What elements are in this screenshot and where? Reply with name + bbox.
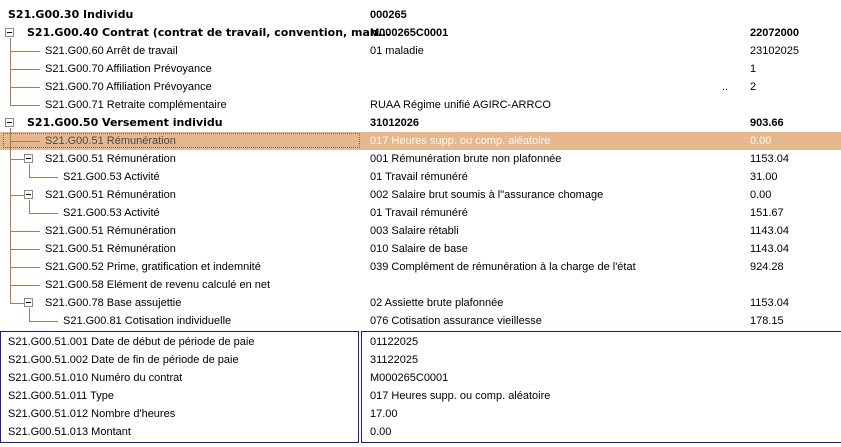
tree-row-remuneration[interactable] [0,240,841,258]
tree-row-label: S21.G00.53 Activité [63,207,160,219]
detail-row[interactable] [0,387,841,405]
tree-line [29,164,30,177]
detail-label: S21.G00.51.001 Date de début de période de paie [8,336,255,348]
tree-row-amount: 924.28 [750,261,784,273]
tree-row-label: S21.G00.50 Versement individu [27,116,223,129]
tree-line [10,128,11,303]
tree-row-remuneration-selected[interactable] [0,132,841,150]
detail-row[interactable] [0,351,841,369]
tree-row-amount: 2 [750,81,757,93]
tree-line [29,177,58,178]
detail-value: 01122025 [370,336,419,348]
tree-row-value: 000265 [370,9,407,21]
tree-row-label: S21.G00.58 Elément de revenu calculé en net [45,279,271,291]
detail-row[interactable] [0,369,841,387]
tree-row-activite[interactable] [0,168,841,186]
tree-row-value: 01 Travail rémunéré [370,171,468,183]
tree-row-prime[interactable] [0,258,841,276]
tree-row-value: 01 Travail rémunéré [370,207,468,219]
detail-row[interactable] [0,423,841,441]
tree-row-value: 010 Salaire de base [370,243,468,255]
tree-row-prevoyance-2[interactable] [0,78,841,96]
tree-row-versement[interactable] [0,114,841,132]
tree-row-amount: 23102025 [750,45,799,57]
collapse-icon[interactable] [24,298,33,307]
tree-row-label: S21.G00.70 Affiliation Prévoyance [45,81,212,93]
collapse-icon[interactable] [24,154,33,163]
tree-row-arret[interactable] [0,42,841,60]
detail-label: S21.G00.51.010 Numéro du contrat [8,372,183,384]
tree-row-value: 076 Cotisation assurance vieillesse [370,315,542,327]
tree-line [10,51,40,52]
detail-value: 017 Heures supp. ou comp. aléatoire [370,390,551,402]
tree-row-label: S21.G00.70 Affiliation Prévoyance [45,63,212,75]
tree-row-value: 02 Assiette brute plafonnée [370,297,504,309]
tree-row-retraite[interactable] [0,96,841,114]
tree-row-value: 31012026 [370,117,419,129]
tree-line [10,231,40,232]
tree-line [10,249,40,250]
tree-row-label: S21.G00.51 Rémunération [45,189,176,201]
tree-row-label: S21.G00.51 Rémunération [45,225,176,237]
tree-row-value: 01 maladie [370,45,424,57]
tree-line [10,141,40,142]
tree-line [29,308,30,321]
tree-line [10,105,40,106]
tree-row-value: 001 Rémunération brute non plafonnée [370,153,562,165]
tree-row-value: RUAA Régime unifié AGIRC-ARRCO [370,99,551,111]
tree-row-value: 002 Salaire brut soumis à l"assurance chomage [370,189,604,201]
tree-line [10,87,40,88]
tree-row-label: S21.G00.52 Prime, gratification et indemnité [45,261,261,273]
tree-row-amount: 178.15 [750,315,784,327]
collapse-icon[interactable] [5,118,14,127]
tree-row-individu[interactable] [0,6,841,24]
detail-label: S21.G00.51.012 Nombre d'heures [8,408,176,420]
tree-line [10,159,24,160]
tree-row-label: S21.G00.60 Arrêt de travail [45,45,178,57]
tree-row-activite[interactable] [0,204,841,222]
tree-row-remuneration[interactable] [0,150,841,168]
tree-row-amount: 1143.04 [750,243,789,255]
tree-row-amount: 903.66 [750,117,784,129]
tree-row-label: S21.G00.30 Individu [8,8,134,21]
tree-row-contrat[interactable] [0,24,841,42]
detail-row[interactable] [0,405,841,423]
detail-value: M000265C0001 [370,372,449,384]
tree-row-amount: 1153.04 [750,153,789,165]
tree-line [10,38,11,105]
collapse-icon[interactable] [24,190,33,199]
tree-row-value: 017 Heures supp. ou comp. aléatoire [370,135,551,147]
tree-row-label: S21.G00.51 Rémunération [45,135,176,147]
tree-row-remuneration[interactable] [0,186,841,204]
detail-panel [0,331,841,447]
tree-row-amount: 151.67 [750,207,784,219]
detail-value: 17.00 [370,408,398,420]
tree-row-amount: 1 [750,63,757,75]
tree-row-remuneration[interactable] [0,222,841,240]
tree-row-base-assujettie[interactable] [0,294,841,312]
tree-row-amount: 1143.04 [750,225,789,237]
tree-line [10,303,24,304]
tree-row-value: M000265C0001 [370,27,449,39]
detail-row[interactable] [0,333,841,351]
tree-row-amount: 1153.04 [750,297,789,309]
detail-label: S21.G00.51.011 Type [8,390,115,402]
tree-line [10,267,40,268]
tree-line [29,321,58,322]
tree-row-element-net[interactable] [0,276,841,294]
tree-row-amount: 22072000 [750,27,799,39]
collapse-icon[interactable] [5,28,14,37]
tree-row-label: S21.G00.71 Retraite complémentaire [45,99,227,111]
tree-row-label: S21.G00.51 Rémunération [45,243,176,255]
tree-row-label: S21.G00.51 Rémunération [45,153,176,165]
tree-row-value: 003 Salaire rétabli [370,225,459,237]
tree-row-label: S21.G00.53 Activité [63,171,160,183]
detail-label: S21.G00.51.013 Montant [8,426,131,438]
tree-row-cotisation[interactable] [0,312,841,330]
detail-value: 0.00 [370,426,392,438]
detail-value: 31122025 [370,354,419,366]
tree-row-label: S21.G00.81 Cotisation individuelle [63,315,232,327]
tree-row-label: S21.G00.78 Base assujettie [45,297,182,309]
tree-row-dots: .. [722,81,729,93]
tree-line [29,200,30,213]
tree-line [10,69,40,70]
tree-line [10,285,40,286]
detail-label: S21.G00.51.002 Date de fin de période de paie [8,354,239,366]
tree-row-amount: 0.00 [750,189,772,201]
tree-row-prevoyance-1[interactable] [0,60,841,78]
tree-row-label: S21.G00.40 Contrat (contrat de travail, convention, man... [27,26,391,39]
tree-row-amount: 31.00 [750,171,778,183]
tree-row-amount: 0.00 [750,135,772,147]
tree-line [10,195,24,196]
tree-row-value: 039 Complément de rémunération à la charge de l'état [370,261,636,273]
tree-line [29,213,58,214]
